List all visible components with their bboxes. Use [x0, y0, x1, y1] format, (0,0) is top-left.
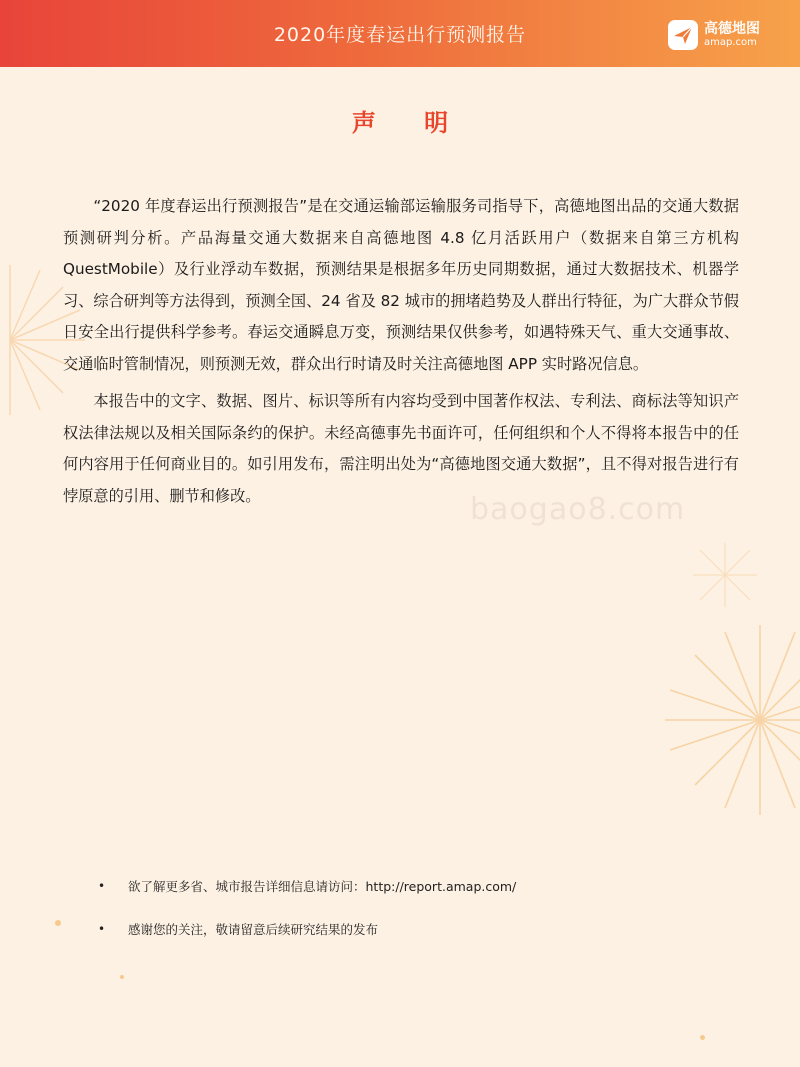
report-title: 2020年度春运出行预测报告: [273, 24, 527, 46]
header-bar: [0, 0, 800, 67]
paragraph: “2020 年度春运出行预测报告”是在交通运输部运输服务司指导下，高德地图出品的交通大数据预测研判分析。产品海量交通大数据来自高德地图 4.8 亿月活跃用户（数据来自第三方机构 QuestMobile）及行业浮动车数据，预测结果是根据多年历史同期数据，通过大数据技术、机器学习、综合研判等方法得到，预测全国、24 省及 82 城市的拥堵趋势及人群出行特征，为广大群众节假日安全出行提供科学参考。春运交通瞬息万变，预测结果仅供参考，如遇特殊天气、重大交通事故、交通临时管制情况，则预测无效，群众出行时请及时关注高德地图 APP 实时路况信息。: [63, 197, 739, 373]
sparkle-dot: [120, 975, 124, 979]
bullet-list: [98, 876, 516, 939]
bullet-dot-icon: •: [98, 922, 106, 936]
paragraph: 本报告中的文字、数据、图片、标识等所有内容均受到中国著作权法、专利法、商标法等知识产权法律法规以及相关国际条约的保护。未经高德事先书面许可，任何组织和个人不得将本报告中的任何内容用于任何商业目的。如引用发布，需注明出处为“高德地图交通大数据”，且不得对报告进行有悖原意的引用、删节和修改。: [63, 392, 739, 505]
firework-right-icon: [660, 620, 800, 820]
statement-body: [63, 191, 739, 518]
list-item: [98, 876, 516, 896]
firework-mid-icon: [690, 540, 760, 610]
sparkle-dot: [700, 1035, 705, 1040]
amap-logo-icon: [668, 20, 698, 50]
bullet-text: 欲了解更多省、城市报告详细信息请访问：http://report.amap.com/: [128, 879, 517, 894]
logo-name: 高德地图: [704, 21, 760, 37]
logo-url: amap.com: [704, 37, 757, 48]
bullet-text: 感谢您的关注，敬请留意后续研究结果的发布: [128, 922, 379, 937]
page-title: 声 明: [351, 109, 469, 137]
amap-logo: [668, 18, 760, 52]
watermark: baogao8.com: [470, 492, 686, 527]
list-item: [98, 919, 516, 939]
bullet-dot-icon: •: [98, 879, 106, 893]
sparkle-dot: [55, 920, 61, 926]
